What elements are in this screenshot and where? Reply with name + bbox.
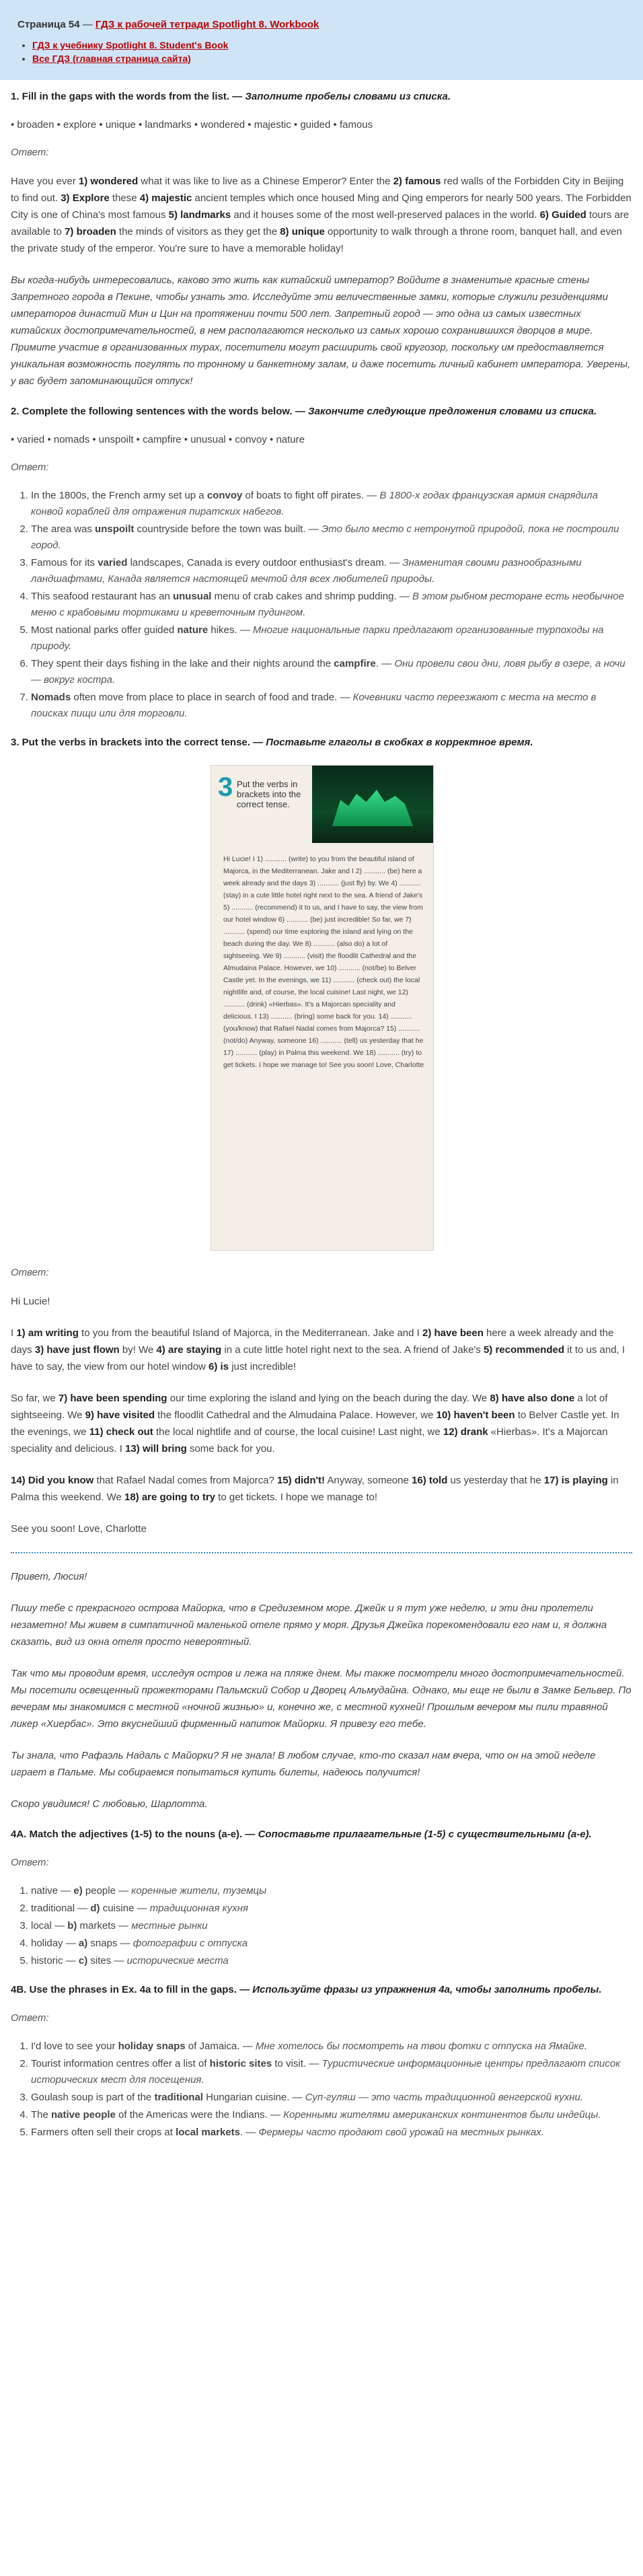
text-segment: to Belver Castle yet. In the evenings, we (11, 1409, 619, 1438)
page-label: Страница 54 (17, 19, 80, 30)
text-segment: So far, we (11, 1393, 59, 1404)
item-text: The area was (31, 523, 96, 535)
text-segment: what it was like to live as a Chinese Emperor? Enter the (138, 176, 393, 187)
ex2-title-en: 2. Complete the following sentences with the words below. — (11, 406, 305, 417)
answer-word: a) (78, 1938, 88, 1949)
answer-word: campfire (334, 658, 376, 669)
text-segment: by! We (119, 1344, 157, 1356)
text-segment: the local nightlife and of course, the local cuisine! Last night, we (153, 1426, 443, 1438)
translation-greeting: Привет, Люсия! (11, 1571, 87, 1582)
answer-word: 14) Did you know (11, 1475, 94, 1486)
text-segment: «Hierbas». It's a Majorcan speciality and delicious. I (11, 1426, 608, 1455)
answer-word: 17) is playing (543, 1475, 608, 1486)
letter-paragraph (11, 1472, 632, 1506)
text-segment: in a cute little hotel right next to the sea. A friend of Jake's (221, 1344, 484, 1356)
list-item (31, 2090, 632, 2106)
ex2-word-list: • varied • nomads • unspoilt • campfire • unusual • convoy • nature (11, 434, 305, 445)
item-translation: коренные жители, туземцы (131, 1885, 267, 1897)
text-segment: just incredible! (229, 1361, 297, 1372)
answer-word: unspoilt (95, 523, 135, 535)
item-translation: Фермеры часто продают свой урожай на местных рынках. (258, 2127, 544, 2138)
translation-paragraph: Скоро увидимся! С любовью, Шарлотта. (11, 1798, 208, 1810)
answer-word: 5) recommended (483, 1344, 564, 1356)
image-exercise-number: 3 (218, 772, 233, 802)
text-segment: I (11, 1327, 17, 1339)
answer-word: nature (177, 624, 209, 636)
list-item (31, 589, 632, 621)
ex4b-title-ru: Используйте фразы из упражнения 4а, чтобы заполнить пробелы. (252, 1984, 602, 1995)
item-text: In the 1800s, the French army set up a (31, 490, 207, 501)
answer-word: holiday snaps (118, 2040, 186, 2052)
image-instruction: Put the verbs in brackets into the correct tense. (237, 779, 301, 809)
text-segment: red walls of the Forbidden City in Beijing to find out. (11, 176, 624, 204)
answer-word: convoy (206, 490, 243, 501)
item-translation: Они провели свои дни, ловя рыбу в озере, а ночи — вокруг костра. (31, 658, 626, 686)
text-segment: to get tickets. I hope we manage to! (215, 1492, 377, 1503)
item-translation: В 1800-х годах французская армия снарядила конвой кораблей для отражения пиратских набегов. (31, 490, 598, 517)
answer-word: 4) are staying (156, 1344, 222, 1356)
answer-word: 18) are going to try (124, 1492, 216, 1503)
item-text: native — (31, 1885, 74, 1897)
item-translation: Это было место с нетронутой природой, пока не построили город. (31, 523, 619, 551)
answer-label: Ответ: (11, 1857, 49, 1868)
list-item (31, 1883, 632, 1899)
ex3-title-ru: Поставьте глаголы в скобках в корректное время. (266, 737, 533, 748)
cathedral-photo (312, 766, 433, 843)
ex4b-answer-list (11, 2038, 632, 2141)
image-letter-text: Hi Lucie! I 1) ........... (write) to you from the beautiful island of Majorca, in the Mediterranean. Jake and I 2) ........... (be) here a week already and the days 3) ........... (just fly) by. We 4) ........... (stay) in a cute little hotel right next to the sea. A friend of Jake's 5) ........... (recommend) it to us, and I have to say, the view from our hotel window 6) ........... (be) just incredible! So far, we 7) ........... (spend) our time exploring the island and lying on the beach during the day. We 8) ........... (also do) a lot of sightseeing. We 9) ........... (visit) the floodlit Cathedral and the Almudaina Palace. However, we 10) ........... (not/be) to Belver Castle yet. In the evenings, we 11) ........... (check out) the local nightlife and, of course, the local cuisine! Last night, we 12) ........... (drink) «Hierbas». It's a Majorcan speciality and delicious. I 13) ........... (bring) some back for you. 14) ........... (you/know) that Rafael Nadal comes from Majorca? 15) ........... (not/do) Anyway, someone 16) ........... (tell) us yesterday that he 17) ........... (play) in Palma this weekend. We 18) ........... (try) to get tickets. I hope we manage to! See you soon! Love, Charlotte (223, 855, 424, 1069)
item-text: Famous for its (31, 557, 98, 568)
item-translation: Мне хотелось бы посмотреть на твои фотки с отпуска на Ямайке. (255, 2040, 587, 2052)
text-segment: here a week already and the days (11, 1327, 614, 1356)
students-book-link[interactable]: ГДЗ к учебнику Spotlight 8. Student's Book (32, 40, 229, 50)
ex1-answer-text (11, 173, 632, 257)
answer-word: b) (67, 1920, 77, 1931)
nav-links (17, 40, 626, 64)
text-segment: tours are available to (11, 209, 630, 237)
translation-paragraph: Ты знала, что Рафаэль Надаль с Майорки? Я не знала! В любом случае, кто-то сказал нам вчера, что он на этой неделе играет в Пальме. Мы собираемся попытаться купить билеты, надеюсь получится! (11, 1750, 596, 1778)
answer-word: varied (98, 557, 128, 568)
text-segment: Have you ever (11, 176, 79, 187)
ex4b-title (11, 1983, 632, 1997)
answer-word: 3) Explore (61, 192, 110, 204)
item-text: landscapes, Canada is every outdoor enthusiast's dream. — (127, 557, 403, 568)
answer-word: 8) have also done (490, 1393, 575, 1404)
item-text: historic — (31, 1955, 79, 1966)
list-item (31, 2107, 632, 2123)
item-text: I'd love to see your (31, 2040, 118, 2052)
item-text: Tourist information centres offer a list of (31, 2058, 210, 2069)
item-translation: Суп-гуляш — это часть традиционной венгерской кухни. (305, 2092, 584, 2103)
item-text: markets — (77, 1920, 132, 1931)
item-translation: исторические места (126, 1955, 229, 1966)
item-text: snaps — (87, 1938, 133, 1949)
answer-word: 1) wondered (78, 176, 139, 187)
item-text: of boats to fight off pirates. — (242, 490, 380, 501)
item-text: of Jamaica. — (185, 2040, 256, 2052)
answer-word: c) (78, 1955, 88, 1966)
item-translation: Коренными жителями американских континентов были индейцы. (283, 2109, 601, 2121)
item-text: Hungarian cuisine. — (202, 2092, 305, 2103)
list-item (31, 2056, 632, 2088)
item-text: local — (31, 1920, 68, 1931)
list-item (31, 1953, 632, 1969)
list-item (31, 555, 632, 587)
text-segment: and it houses some of the most well-preserved palaces in the world. (231, 209, 540, 221)
answer-word: 13) will bring (125, 1443, 187, 1455)
answer-word: 3) have just flown (34, 1344, 120, 1356)
list-item (31, 656, 632, 688)
nav-link-item (32, 40, 626, 50)
ex4a-answer-list (11, 1883, 632, 1969)
header-box (0, 0, 643, 80)
answer-word: 2) famous (393, 176, 441, 187)
text-segment: our time exploring the island and lying on the beach during the day. We (167, 1393, 490, 1404)
item-translation: Кочевники часто переезжают с места на место в поисках пищи или для торговли. (31, 692, 597, 719)
answer-label: Ответ: (11, 2012, 49, 2024)
list-item (31, 488, 632, 520)
item-text: cuisine — (100, 1903, 150, 1914)
text-segment: a lot of sightseeing. We (11, 1393, 608, 1421)
translation-paragraph: Пишу тебе с прекрасного острова Майорка, что в Средиземном море. Джейк и я тут уже неделю, и эти дни пролетели незаметно! Мы живем в симпатичной маленькой отеле прямо у моря. Друзья Джейка порекомендовали его нам и, я должна сказать, вид из окна отеля просто невероятный. (11, 1603, 607, 1648)
item-text: countryside before the town was built. — (134, 523, 322, 535)
ex4a-title (11, 1827, 632, 1842)
answer-word: Nomads (31, 692, 71, 703)
item-translation: местные рынки (131, 1920, 208, 1931)
answer-word: 5) landmarks (168, 209, 231, 221)
letter-paragraph (11, 1325, 632, 1375)
list-item (31, 690, 632, 722)
list-item (31, 521, 632, 554)
item-translation: традиционная кухня (149, 1903, 249, 1914)
ex2-answer-list (11, 488, 632, 722)
text-segment: ancient temples which once housed Ming and Qing emperors for nearly 500 years. The Forbidden City is one of China's most famous (11, 192, 632, 221)
list-item (31, 622, 632, 655)
item-text: menu of crab cakes and shrimp pudding. — (211, 591, 412, 602)
answer-word: 15) didn't! (276, 1475, 326, 1486)
text-segment: to you from the beautiful Island of Majorca, in the Mediterranean. Jake and I (78, 1327, 422, 1339)
item-translation: Туристические информационные центры предлагают список исторических мест для посещения. (31, 2058, 621, 2086)
answer-word: 6) Guided (539, 209, 587, 221)
page-header (17, 19, 626, 30)
answer-label: Ответ: (11, 1267, 49, 1278)
text-segment: that Rafael Nadal comes from Majorca? (93, 1475, 277, 1486)
answer-word: 7) have been spending (58, 1393, 167, 1404)
translation-paragraph: Так что мы проводим время, исследуя остров и лежа на пляже днем. Мы также посмотрели много достопримечательностей. Мы посетили освещенный прожекторами Пальмский Собор и Дворец Альмудайна. Однако, мы еще не были в Замке Бельвер. По вечерам мы знакомимся с местной «ночной жизнью» и, конечно же, с местной кухней! Прошлым вечером мы пили травяной ликер «Хиербас». Это вкуснейший фирменный напиток Майорки. Я привезу его тебе. (11, 1668, 632, 1730)
item-text: Farmers often sell their crops at (31, 2127, 176, 2138)
answer-word: 1) am writing (16, 1327, 79, 1339)
answer-label: Ответ: (11, 147, 49, 158)
all-gdz-link[interactable]: Все ГДЗ (главная страница сайта) (32, 53, 191, 64)
ex1-translation: Вы когда-нибудь интересовались, каково это жить как китайский император? Войдите в знаменитые красные стены Запретного города в Пекине, чтобы узнать это. Исследуйте эти величественные замки, которые служили резиденциями императоров династий Мин и Цин на протяжении почти 500 лет. Запретный город — это одна из самых известных китайских достопримечательностей, в нем располагаются несколько из самых хорошо сохранившихся дворцов в мире. Примите участие в организованных турах, посетители могут расширить свой кругозор, поскольку им предоставляется уникальная возможность погулять по тронному и банкетному залам, и даже посетить личный кабинет императора. Уверены, у вас будет запоминающийся отпуск! (11, 274, 631, 387)
list-item (31, 1918, 632, 1934)
item-text: of the Americas were the Indians. — (115, 2109, 284, 2121)
answer-word: unusual (172, 591, 212, 602)
list-item (31, 2038, 632, 2055)
ex1-title-en: 1. Fill in the gaps with the words from the list. — (11, 91, 243, 102)
answer-word: historic sites (209, 2058, 272, 2069)
text-segment: these (109, 192, 140, 204)
answer-word: 12) drank (443, 1426, 488, 1438)
workbook-link[interactable]: ГДЗ к рабочей тетради Spotlight 8. Workbook (95, 19, 319, 30)
answer-word: 9) have visited (85, 1409, 155, 1421)
answer-word: 7) broaden (65, 226, 116, 237)
answer-word: 11) check out (89, 1426, 153, 1438)
item-text: The (31, 2109, 52, 2121)
divider (11, 1552, 632, 1553)
answer-word: e) (73, 1885, 83, 1897)
ex4a-title-ru: Сопоставьте прилагательные (1-5) с существительными (a-e). (258, 1829, 592, 1840)
answer-word: traditional (154, 2092, 203, 2103)
text-segment: Anyway, someone (325, 1475, 412, 1486)
nav-link-item (32, 53, 626, 64)
item-text: traditional — (31, 1903, 91, 1914)
text-segment: us yesterday that he (447, 1475, 544, 1486)
item-text: . — (375, 658, 395, 669)
item-text: often move from place to place in search of food and trade. — (71, 692, 353, 703)
list-item (31, 2125, 632, 2141)
answer-label: Ответ: (11, 462, 49, 473)
ex1-title (11, 89, 632, 104)
exercise-image (211, 765, 434, 1251)
item-translation: В этом рыбном ресторане есть необычное меню с крабовыми тортиками и креветочным пудингом. (31, 591, 624, 618)
list-item (31, 1901, 632, 1917)
item-text: to visit. — (272, 2058, 322, 2069)
item-translation: Многие национальные парки предлагают организованные турпоходы на природу. (31, 624, 604, 652)
header-sep: — (82, 19, 93, 30)
ex4b-title-en: 4B. Use the phrases in Ex. 4a to fill in the gaps. — (11, 1984, 250, 1995)
text-segment: some back for you. (186, 1443, 275, 1455)
answer-word: 8) unique (280, 226, 325, 237)
text-segment: it to us and, I have to say, the view from our hotel window (11, 1344, 626, 1372)
answer-word: 10) haven't been (436, 1409, 515, 1421)
answer-word: native people (51, 2109, 116, 2121)
item-text: people — (82, 1885, 132, 1897)
text-segment: the floodlit Cathedral and the Almudaina Palace. However, we (155, 1409, 437, 1421)
item-translation: фотографии с отпуска (133, 1938, 248, 1949)
letter-signoff: See you soon! Love, Charlotte (11, 1523, 147, 1535)
answer-word: 2) have been (422, 1327, 484, 1339)
text-segment: the minds of visitors as they get the (116, 226, 280, 237)
item-text: hikes. — (208, 624, 253, 636)
letter-paragraph (11, 1390, 632, 1457)
list-item (31, 1936, 632, 1952)
ex2-title (11, 404, 632, 419)
answer-word: 6) is (209, 1361, 229, 1372)
item-text: holiday — (31, 1938, 79, 1949)
ex1-word-list: • broaden • explore • unique • landmarks • wondered • majestic • guided • famous (11, 119, 373, 131)
item-text: They spent their days fishing in the lake and their nights around the (31, 658, 334, 669)
text-segment: opportunity to walk through a throne room, banquet hall, and even the private study of the emperor. You're sure to have a memorable holiday! (11, 226, 622, 254)
item-text: Goulash soup is part of the (31, 2092, 155, 2103)
ex4a-title-en: 4A. Match the adjectives (1-5) to the nouns (a-e). — (11, 1829, 256, 1840)
ex3-title-en: 3. Put the verbs in brackets into the correct tense. — (11, 737, 264, 748)
ex2-title-ru: Закончите следующие предложения словами из списка. (308, 406, 597, 417)
item-text: This seafood restaurant has an (31, 591, 173, 602)
content (0, 89, 643, 2141)
answer-word: 16) told (412, 1475, 448, 1486)
letter-greeting: Hi Lucie! (11, 1296, 50, 1307)
ex3-title (11, 735, 632, 750)
item-text: Most national parks offer guided (31, 624, 178, 636)
item-text: . — (239, 2127, 259, 2138)
ex1-title-ru: Заполните пробелы словами из списка. (245, 91, 451, 102)
text-segment: in Palma this weekend. We (11, 1475, 619, 1503)
answer-word: d) (90, 1903, 100, 1914)
answer-word: local markets (176, 2127, 240, 2138)
item-text: sites — (87, 1955, 127, 1966)
answer-word: 4) majestic (139, 192, 192, 204)
item-translation: Знаменитая своими разнообразными ландшафтами, Канада является настоящей мечтой для всех любителей природы. (31, 557, 582, 585)
